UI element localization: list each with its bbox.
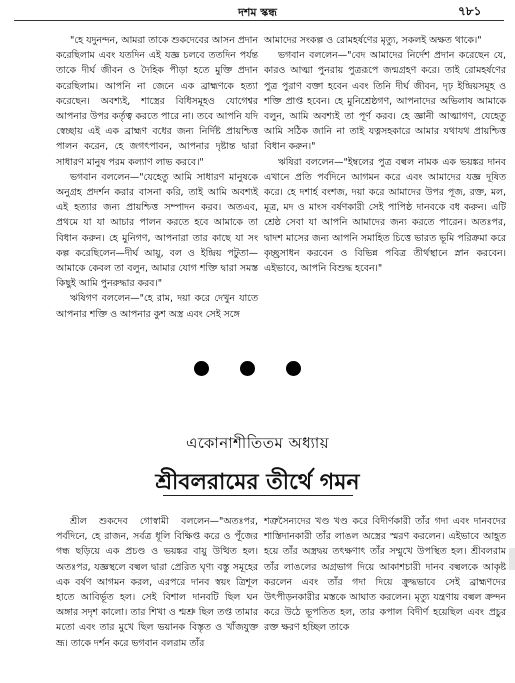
chapter-title: শ্রীবলরামের তীর্থে গমন <box>155 470 360 495</box>
separator-dot <box>240 361 255 376</box>
page-number: ৭৮১ <box>458 4 482 18</box>
paragraph: ঋষিরা বললেন—"ইম্বলের পুত্র বল্বল নামক এক ভয়ঙ্কর দানব এখানে প্রতি পর্বদিনে আগমন করে এবং আমাদের যজ্ঞ দূষিত করে। হে দশার্হ বংশজ, দয়া করে আমাদের উপর পূজ, রক্ত, মল, মূত্র, মদ ও মাংস বর্ষণকারী সেই পাপিষ্ঠ দানবকে বধ করুন। এটি শ্রেষ্ঠ সেবা যা আপনি আমাদের জন্য করতে পারেন। অতঃপর, দ্বাদশ মাসের জন্য আপনি সমাহিত চিত্তে ভারত ভূমি পরিক্রমা করে কৃচ্ছ্রসাধন করবেন ও বিভিন্ন পবিত্র তীর্থস্থানে স্নান করবেন। এইভাবে, আপনি বিশুদ্ধ হবেন।" <box>264 156 506 275</box>
paragraph: শত্রুসৈন্যদের খণ্ড খণ্ড করে বিদীর্ণকারী তাঁর গদা এবং দানবদের শাস্তিদানকারী তাঁর লাঙল অস্ত্রের স্মরণ করলেন। এইভাবে আহূত হয়ে তাঁর অস্ত্রদ্বয় তৎক্ষণাৎ তাঁর সম্মুখে উপস্থিত হল। শ্রীবলরাম তাঁর লাঙলের অগ্রভাগ দিয়ে আকাশচারী দানব বল্বলকে আকৃষ্ট করলেন এবং তাঁর গদা দিয়ে ক্রুদ্ধভাবে সেই ব্রাহ্মণদের উৎপীড়নকারীর মস্তকে আঘাত করলেন। মৃত্যু যন্ত্রণায় বল্বল ক্রন্দন করে উঠে ভূপতিত হল, তার কপাল বিদীর্ণ হয়েছিল এবং প্রচুর রক্ত ক্ষরণ হচ্ছিল তাকে <box>264 516 506 634</box>
separator-dot <box>194 361 209 376</box>
paragraph: ভগবান বললেন—"যেহেতু আমি সাধারণ মানুষকে অনুগ্রহ প্রদর্শন করার বাসনা করি, তাই আমি অবশ্যই এই হত্যার জন্য প্রায়শ্চিত্ত সম্পাদন করব। অতএব, প্রথমে যা যা আচার পালন করতে হবে আমাকে তা বিধান করুন। হে মুনিগণ, আপনারা তার কাছে যা সং কল্প করেছিলেন—দীর্ঘ আয়ু, বল ও ইন্দ্রিয় পটুতা—আমাকে কেবল তা বলুন, আমার যোগ শক্তি দ্বারা সমস্ত কিছুই আমি পুনরুদ্ধার করব।" <box>56 171 258 290</box>
paragraph: শ্রীল শুকদেব গোস্বামী বললেন—"অতঃপর, পর্বদিনে, হে রাজন, সর্বত্র ধূলি বিক্ষিপ্ত করে ও পূঁজের গন্ধ ছড়িয়ে এক প্রচণ্ড ও ভয়ঙ্কর বায়ু উত্থিত হল। অতঃপর, যজ্ঞস্থলে বল্বল দ্বারা প্রেরিত ঘৃণ্য বস্তু সমূহের এক বর্ষণ আগমন করল, এরপরে দানব স্বয়ং ত্রিশূল হাতে আবির্ভূত হল। সেই বিশাল দানবটি ছিল ঘন অঙ্গার সদৃশ কালো। তার শিখা ও শ্মশ্রু ছিল তপ্ত তামার মতো এবং তার মুখে ছিল ভয়ানক বিস্তৃত ও খাঁজযুক্ত ভ্রূ। তাকে দর্শন করে ভগবান বলরাম তাঁর <box>56 516 258 649</box>
page-edge-marker <box>509 548 515 570</box>
top-left-column <box>56 33 258 322</box>
bottom-left-column <box>56 514 258 651</box>
bottom-right-column <box>264 514 506 636</box>
paragraph: আমাদের সংকল্প ও রোমহর্ষণের মৃত্যু, সকলই অক্ষত থাকে।" <box>264 35 482 46</box>
paragraph: ঋষিগণ বললেন—"হে রাম, দয়া করে দেখুন যাতে আপনার শক্তি ও আপনার কুশ অস্ত্র এবং সেই সঙ্গে <box>56 293 258 320</box>
section-separator <box>0 361 515 381</box>
top-right-column <box>264 33 506 276</box>
paragraph: "হে যদুনন্দন, আমরা তাকে শুকদেবের আসন প্রদান করেছিলাম এবং যতদিন এই যজ্ঞ চলবে ততদিন পর্যন্ত তাকে দীর্ঘ জীবন ও দৈহিক পীড়া হতে মুক্তি প্রদান করেছিলাম। আপনি না জেনে এক ব্রাহ্মণকে হত্যা করেছেন। অবশ্যই, শাস্ত্রের বিধিসমূহও যোগেশ্বর আপনার উপর কর্তৃত্ব করতে পারে না। তবে আপনি যদি স্বেচ্ছায় এই এক ব্রাহ্মণ বধের জন্য নির্দিষ্ট প্রায়শ্চিত্ত পালন করেন, হে জগৎপাবন, আপনার দৃষ্টান্ত দ্বারা সাধারণ মানুষ পরম কল্যাণ লাভ করবে।" <box>56 35 258 168</box>
separator-dot <box>286 361 301 376</box>
running-header: দশম স্কন্ধ <box>238 6 277 19</box>
title-underline <box>163 495 353 496</box>
header-rule <box>14 20 504 21</box>
chapter-number: একোনাশীতিতম অধ্যায় <box>185 434 330 452</box>
paragraph: ভগবান বললেন—"বেদ আমাদের নির্দেশ প্রদান করেছেন যে, কারও আত্মা পুনরায় পুত্ররূপে জন্মগ্রহণ করে। তাই রোমহর্ষণের পুত্র পুরাণ বক্তা হবেন এবং তিনি দীর্ঘ জীবন, দৃঢ় ইন্দ্রিয়সমূহ ও শক্তি প্রাপ্ত হবেন। হে মুনিশ্রেষ্ঠগণ, আপনাদের অভিলাষ আমাকে বলুন, আমি অবশ্যই তা পূর্ণ করব। হে জ্ঞানী আত্মাগণ, যেহেতু আমি সঠিক জানি না তাই যত্নসহকারে আমার যথাযথ প্রায়শ্চিত্ত বিধান করুন।" <box>264 50 506 153</box>
